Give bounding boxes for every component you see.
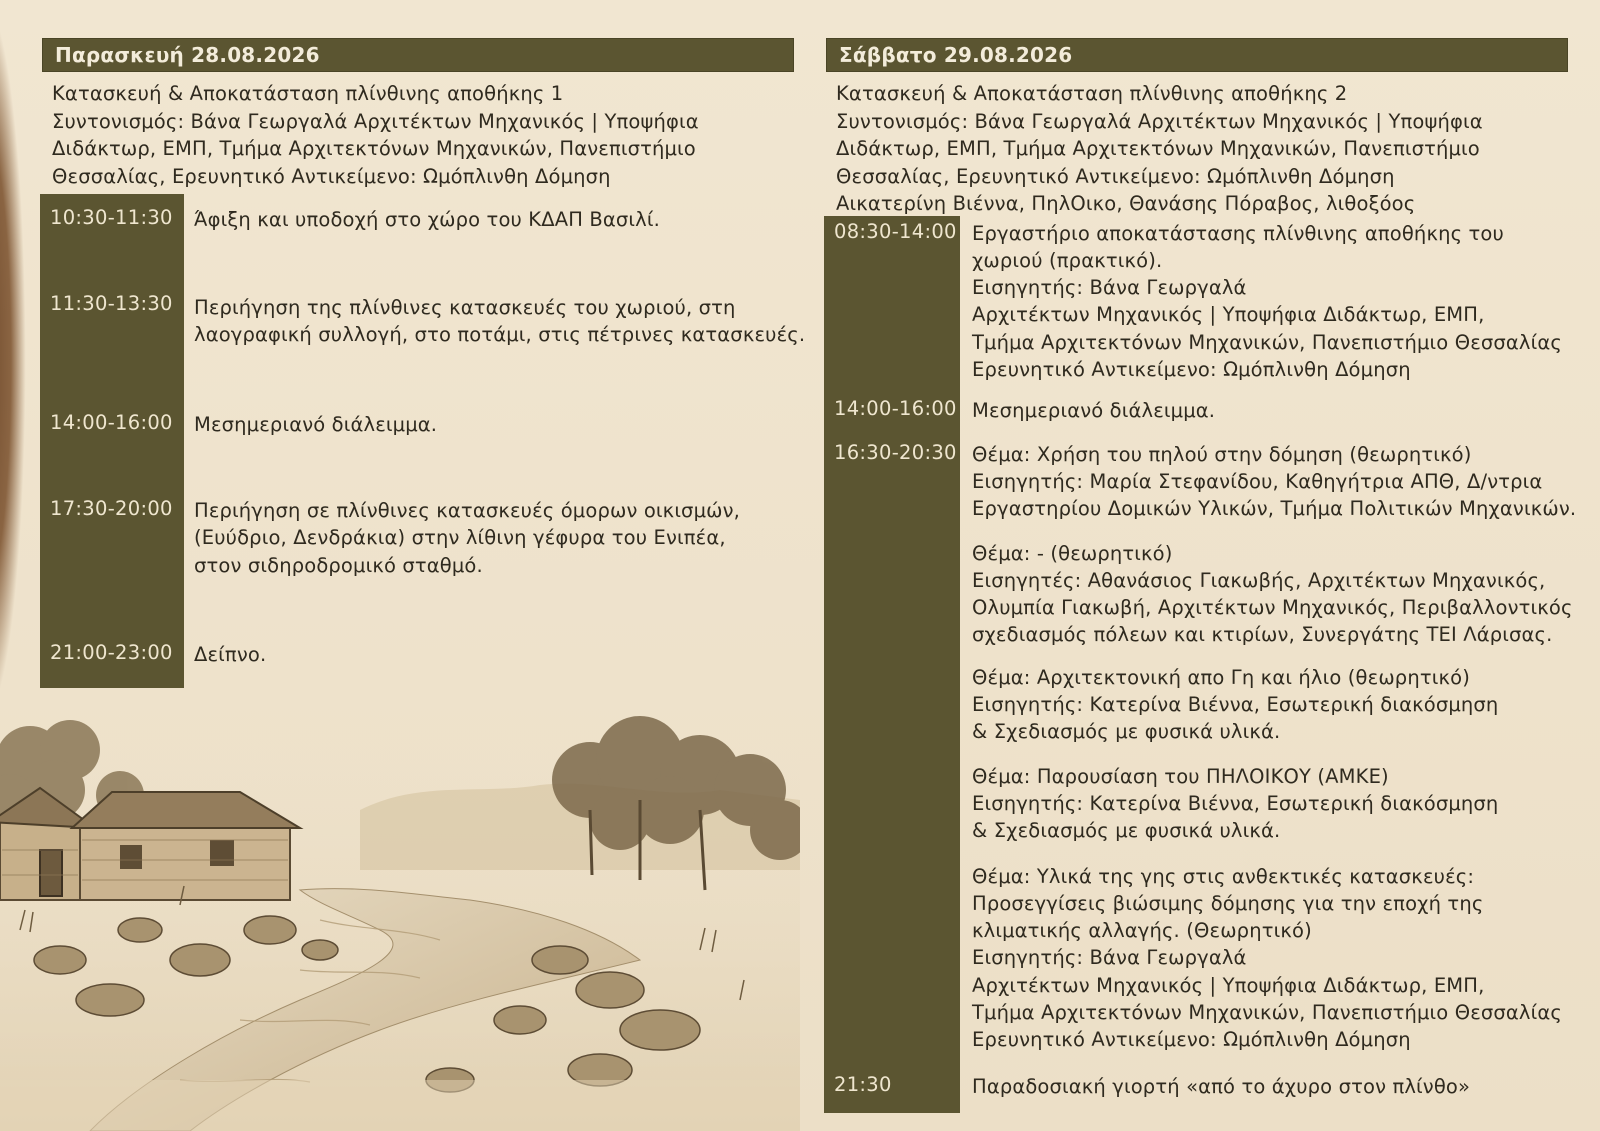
day-header: Παρασκευή 28.08.2026 [42,38,794,72]
entry-line: Εισηγητές: Αθανάσιος Γιακωβής, Αρχιτέκτων Μηχανικός, [972,568,1546,592]
entry-line: Μεσημεριανό διάλειμμα. [972,398,1216,422]
entry-line: λαογραφική συλλογή, στο ποτάμι, στις πέτρινες κατασκευές. [194,323,806,347]
entry-time: 17:30-20:00 [50,497,173,520]
entry-line: Αρχιτέκτων Μηχανικός | Υποψήφια Διδάκτωρ, ΕΜΠ, [972,973,1485,997]
intro-line: Κατασκευή & Αποκατάσταση πλίνθινης αποθήκης 2 [836,82,1348,105]
entry-line: & Σχεδιασμός με φυσικά υλικά. [972,819,1281,843]
entry-line: Εισηγητής: Βάνα Γεωργαλά [972,276,1247,300]
entry-text [972,1073,1470,1100]
day-intro [52,80,802,190]
entry-text [194,294,805,349]
entry-line: στον σιδηροδρομικό σταθμό. [194,553,483,577]
entry-line: Τμήμα Αρχιτεκτόνων Μηχανικών, Πανεπιστήμιο Θεσσαλίας [972,1000,1562,1024]
entry-line: Εισηγητής: Μαρία Στεφανίδου, Καθηγήτρια ΑΠΘ, Δ/ντρια [972,469,1543,493]
entry-line: Άφιξη και υποδοχή στο χώρο του ΚΔΑΠ Βασιλί. [194,208,660,231]
intro-line: Αικατερίνη Βιέννα, ΠηλΟικο, Θανάσης Πόραβος, λιθοξόος [836,192,1416,215]
entry-time: 21:00-23:00 [50,641,173,664]
intro-line: Συντονισμός: Βάνα Γεωργαλά Αρχιτέκτων Μηχανικός | Υποψήφια [52,109,699,133]
day-column-saturday [826,38,1577,1113]
intro-line: Θεσσαλίας, Ερευνητικό Αντικείμενο: Ωμόπλινθη Δόμηση [52,164,611,188]
entry-line: χωριού (πρακτικό). [972,248,1163,272]
entry-time: 14:00-16:00 [834,396,957,420]
entry-line: Περιήγηση της πλίνθινες κατασκευές του χωριού, στη [194,296,736,319]
entry-text [194,206,660,233]
intro-line: Διδάκτωρ, ΕΜΠ, Τμήμα Αρχιτεκτόνων Μηχανικών, Πανεπιστήμιο [836,137,1480,160]
entry-time: 21:30 [834,1072,892,1096]
entry-time: 11:30-13:30 [50,292,173,315]
entry-line: Εισηγητής: Βάνα Γεωργαλά [972,946,1247,970]
entry-line: & Σχεδιασμός με φυσικά υλικά. [972,720,1281,744]
page-edge-decoration [0,0,26,720]
entry-line: Θέμα: - (θεωρητικό) [972,541,1173,565]
entry-line: Τμήμα Αρχιτεκτόνων Μηχανικών, Πανεπιστήμιο Θεσσαλίας [972,330,1562,354]
schedule [826,216,1577,1113]
village-illustration [0,700,800,1131]
intro-line: Θεσσαλίας, Ερευνητικό Αντικείμενο: Ωμόπλινθη Δόμηση [836,164,1395,188]
entry-text [972,397,1215,424]
day-intro [836,80,1568,218]
entry-line: σχεδιασμός πόλεων και κτιρίων, Συνεργάτης ΤΕΙ Λάρισας. [972,623,1553,647]
entry-text [972,441,1576,523]
entry-text [972,863,1562,1054]
intro-line: Διδάκτωρ, ΕΜΠ, Τμήμα Αρχιτεκτόνων Μηχανικών, Πανεπιστήμιο [52,137,696,160]
time-column [824,216,960,1113]
entry-line: Μεσημεριανό διάλειμμα. [194,413,438,436]
entry-line: Εισηγητής: Κατερίνα Βιέννα, Εσωτερική διακόσμηση [972,791,1499,815]
entry-text [194,411,437,438]
entry-time: 14:00-16:00 [50,411,173,434]
entry-line: κλιματικής αλλαγής. (Θεωρητικό) [972,919,1312,943]
entry-line: Ολυμπία Γιακωβή, Αρχιτέκτων Μηχανικός, Περιβαλλοντικός [972,596,1573,620]
entry-line: Εισηγητής: Κατερίνα Βιέννα, Εσωτερική διακόσμηση [972,692,1499,716]
entry-line: Εργαστήριο αποκατάστασης πλίνθινης αποθήκης του [972,221,1504,245]
entry-line: Ερευνητικό Αντικείμενο: Ωμόπλινθη Δόμηση [972,1028,1411,1052]
entry-line: Περιήγηση σε πλίνθινες κατασκευές όμορων οικισμών, [194,499,740,522]
entry-text [972,220,1562,384]
day-column-friday [42,38,806,688]
entry-line: Προσεγγίσεις βιώσιμης δόμησης για την εποχή της [972,891,1484,915]
intro-line: Συντονισμός: Βάνα Γεωργαλά Αρχιτέκτων Μηχανικός | Υποψήφια [836,109,1483,133]
entry-line: Παραδοσιακή γιορτή «από το άχυρο στον πλίνθο» [972,1074,1471,1098]
day-header: Σάββατο 29.08.2026 [826,38,1568,72]
entry-line: Εργαστηρίου Δομικών Υλικών, Τμήμα Πολιτικών Μηχανικών. [972,497,1577,521]
entry-line: Θέμα: Χρήση του πηλού στην δόμηση (θεωρητικό) [972,442,1472,466]
entry-text [972,763,1498,845]
entry-text [194,641,266,668]
time-column [40,194,184,688]
entry-line: Θέμα: Αρχιτεκτονική απο Γη και ήλιο (θεωρητικό) [972,665,1470,689]
entry-text [972,664,1498,746]
entry-time: 10:30-11:30 [50,206,173,229]
entry-text [194,497,740,579]
entry-time: 16:30-20:30 [834,440,957,464]
entry-line: (Ευύδριο, Δενδράκια) στην λίθινη γέφυρα του Ενιπέα, [194,526,726,550]
entry-line: Θέμα: Υλικά της γης στις ανθεκτικές κατασκευές: [972,864,1475,888]
entry-line: Αρχιτέκτων Μηχανικός | Υποψήφια Διδάκτωρ, ΕΜΠ, [972,303,1485,327]
entry-text [972,540,1573,649]
entry-line: Θέμα: Παρουσίαση του ΠΗΛΟΙΚΟΥ (ΑΜΚΕ) [972,764,1389,788]
schedule [42,194,806,688]
intro-line: Κατασκευή & Αποκατάσταση πλίνθινης αποθήκης 1 [52,82,564,105]
entry-line: Ερευνητικό Αντικείμενο: Ωμόπλινθη Δόμηση [972,357,1411,381]
entry-line: Δείπνο. [194,643,267,666]
entry-time: 08:30-14:00 [834,219,957,243]
